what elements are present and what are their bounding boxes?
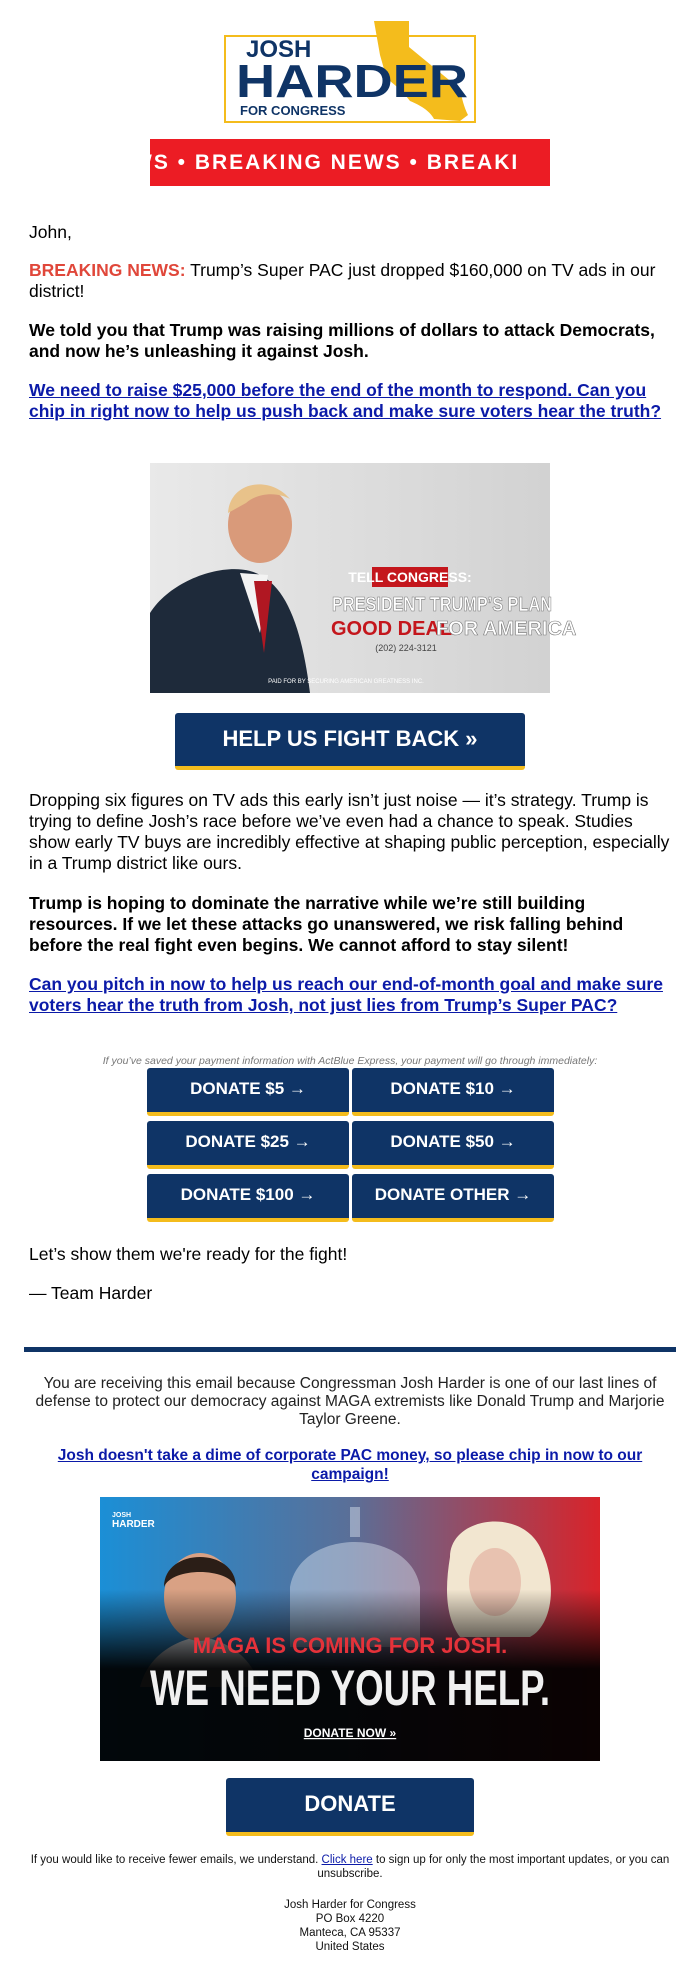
ad-headline-plan: PRESIDENT TRUMP’S PLAN [332,594,552,616]
corporate-pac-paragraph [24,1446,676,1484]
mini-logo-josh: JOSH [112,1512,132,1519]
fewer-emails-rest: to sign up for only the most important updates, or you can unsubscribe. [317,1854,670,1880]
fewer-emails-text: If you would like to receive fewer emails, we understand. [30,1854,322,1866]
ad-for-america: FOR AMERICA [436,618,577,640]
donate-50-button[interactable]: DONATE $50 → [352,1121,554,1169]
logo-harder: HARDER [236,55,468,107]
donate-button[interactable]: DONATE [226,1778,474,1836]
banner-text: WS • BREAKING NEWS • BREAKI [132,151,520,174]
help-us-fight-back-button[interactable]: HELP US FIGHT BACK » [175,713,525,770]
footer-reason: You are receiving this email because Congressman Josh Harder is one of our last lines of defense to protect our democracy against MAGA extremists like Donald Trump and Marjorie Taylor Greene. [35,1375,665,1428]
mailing-address [24,1898,676,1954]
closing-line: Let’s show them we're ready for the fight! [29,1244,348,1264]
fewer-emails-notice [24,1853,676,1881]
josh-harder-logo[interactable] [224,19,476,125]
ad-paid-for: PAID FOR BY SECURING AMERICAN GREATNESS INC. [268,679,424,685]
ad-good-deal: GOOD DEAL [331,618,453,640]
mini-logo-harder: HARDER [112,1519,155,1530]
ad-tell-congress: TELL CONGRESS: [348,569,472,585]
attack-paragraph: We told you that Trump was raising millions of dollars to attack Democrats, and now he’s unleashing it against Josh. [29,320,655,361]
logo-josh: JOSH [246,36,312,63]
ad-phone: (202) 224-3121 [375,643,437,653]
strategy-paragraph: Dropping six figures on TV ads this early isn’t just noise — it’s strategy. Trump is trying to define Josh’s race before we’ve even had a chance to speak. Studies show early TV buys are incredibly effective at shaping public perception, especially in a Trump district like ours. [29,790,670,873]
maga-ad-image[interactable] [100,1497,600,1761]
donate-other-button[interactable]: DONATE OTHER → [352,1174,554,1222]
ad2-headline-need-help: WE NEED YOUR HELP. [150,1660,550,1716]
corporate-pac-link[interactable]: Josh doesn't take a dime of corporate PAC money, so please chip in now to our campaign! [57,1447,643,1483]
address-line-2: PO Box 4220 [315,1913,385,1925]
breaking-paragraph [29,260,671,302]
trump-ad-image[interactable] [150,463,577,693]
address-line-3: Manteca, CA 95337 [299,1927,401,1939]
breaking-text: Trump’s Super PAC just dropped $160,000 on TV ads in our district! [29,260,656,301]
donate-5-button[interactable]: DONATE $5 → [147,1068,349,1116]
greeting: John, [29,222,72,242]
pitch-in-link[interactable]: Can you pitch in now to help us reach our end-of-month goal and make sure voters hear the truth from Josh, not just lies from Trump’s Super PAC? [29,974,663,1015]
ad2-donate-now: DONATE NOW » [303,1726,397,1740]
breaking-label: BREAKING NEWS: [29,260,186,280]
raise-25000-link[interactable]: We need to raise $25,000 before the end of the month to respond. Can you chip in right now to help us push back and make sure voters hear the truth? [29,380,662,421]
footer-divider [24,1347,676,1352]
raise-link-paragraph [29,380,671,422]
donate-25-button[interactable]: DONATE $25 → [147,1121,349,1169]
address-line-4: United States [315,1941,385,1953]
click-here-link[interactable]: Click here [321,1854,373,1866]
dominate-paragraph: Trump is hoping to dominate the narrative while we’re still building resources. If we let these attacks go unanswered, we risk falling behind before the real fight even begins. We cannot afford to stay silent! [29,893,624,955]
donate-10-button[interactable]: DONATE $10 → [352,1068,554,1116]
donate-100-button[interactable]: DONATE $100 → [147,1174,349,1222]
signature: — Team Harder [29,1283,153,1303]
actblue-note: If you’ve saved your payment information with ActBlue Express, your payment will go through immediately: [102,1055,598,1067]
ad2-headline-maga: MAGA IS COMING FOR JOSH. [192,1633,508,1658]
breaking-news-banner [132,139,550,186]
address-line-1: Josh Harder for Congress [284,1899,416,1911]
logo-for-congress: FOR CONGRESS [240,103,346,118]
pitch-in-link-paragraph [29,974,671,1016]
